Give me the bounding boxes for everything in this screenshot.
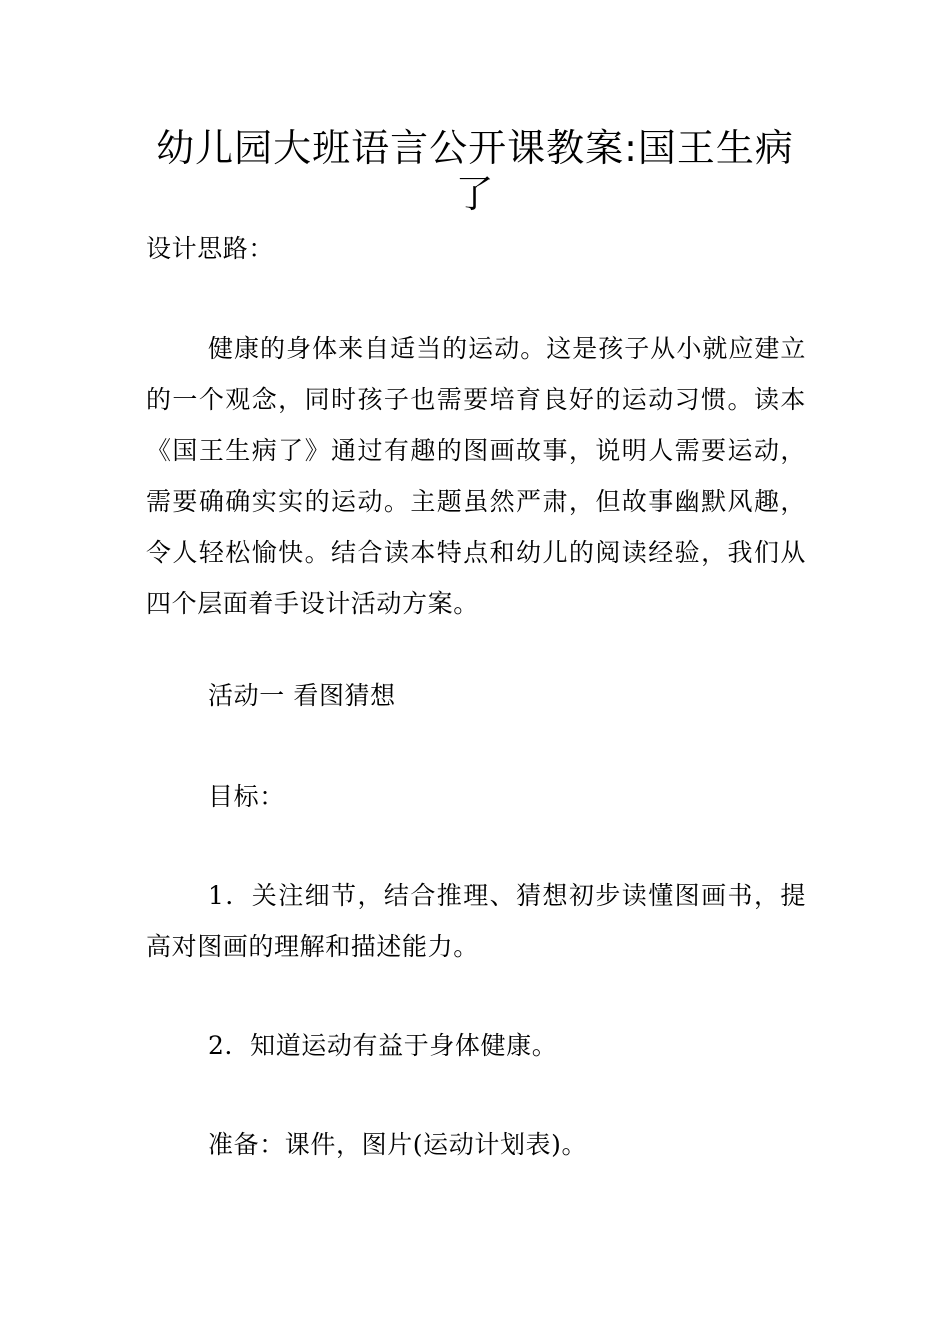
- document-title: 幼儿园大班语言公开课教案:国王生病了: [156, 126, 794, 216]
- goal-item-2: 2．知道运动有益于身体健康。: [208, 1031, 558, 1060]
- goal-label: 目标：: [208, 782, 285, 811]
- intro-paragraph: 健康的身体来自适当的运动。这是孩子从小就应建立的一个观念，同时孩子也需要培育良好的运动习惯。读本《国王生病了》通过有趣的图画故事，说明人需要运动，需要确确实实的运动。主题虽然严肃，但故事幽默风趣，令人轻松愉快。结合读本特点和幼儿的阅读经验，我们从四个层面着手设计活动方案。: [146, 334, 806, 618]
- activity-heading: 活动一 看图猜想: [208, 681, 396, 710]
- goal-item-1: 1．关注细节，结合推理、猜想初步读懂图画书，提高对图画的理解和描述能力。: [146, 881, 806, 961]
- design-label: 设计思路：: [146, 234, 275, 263]
- preparation-text: 准备：课件，图片(运动计划表)。: [208, 1130, 588, 1159]
